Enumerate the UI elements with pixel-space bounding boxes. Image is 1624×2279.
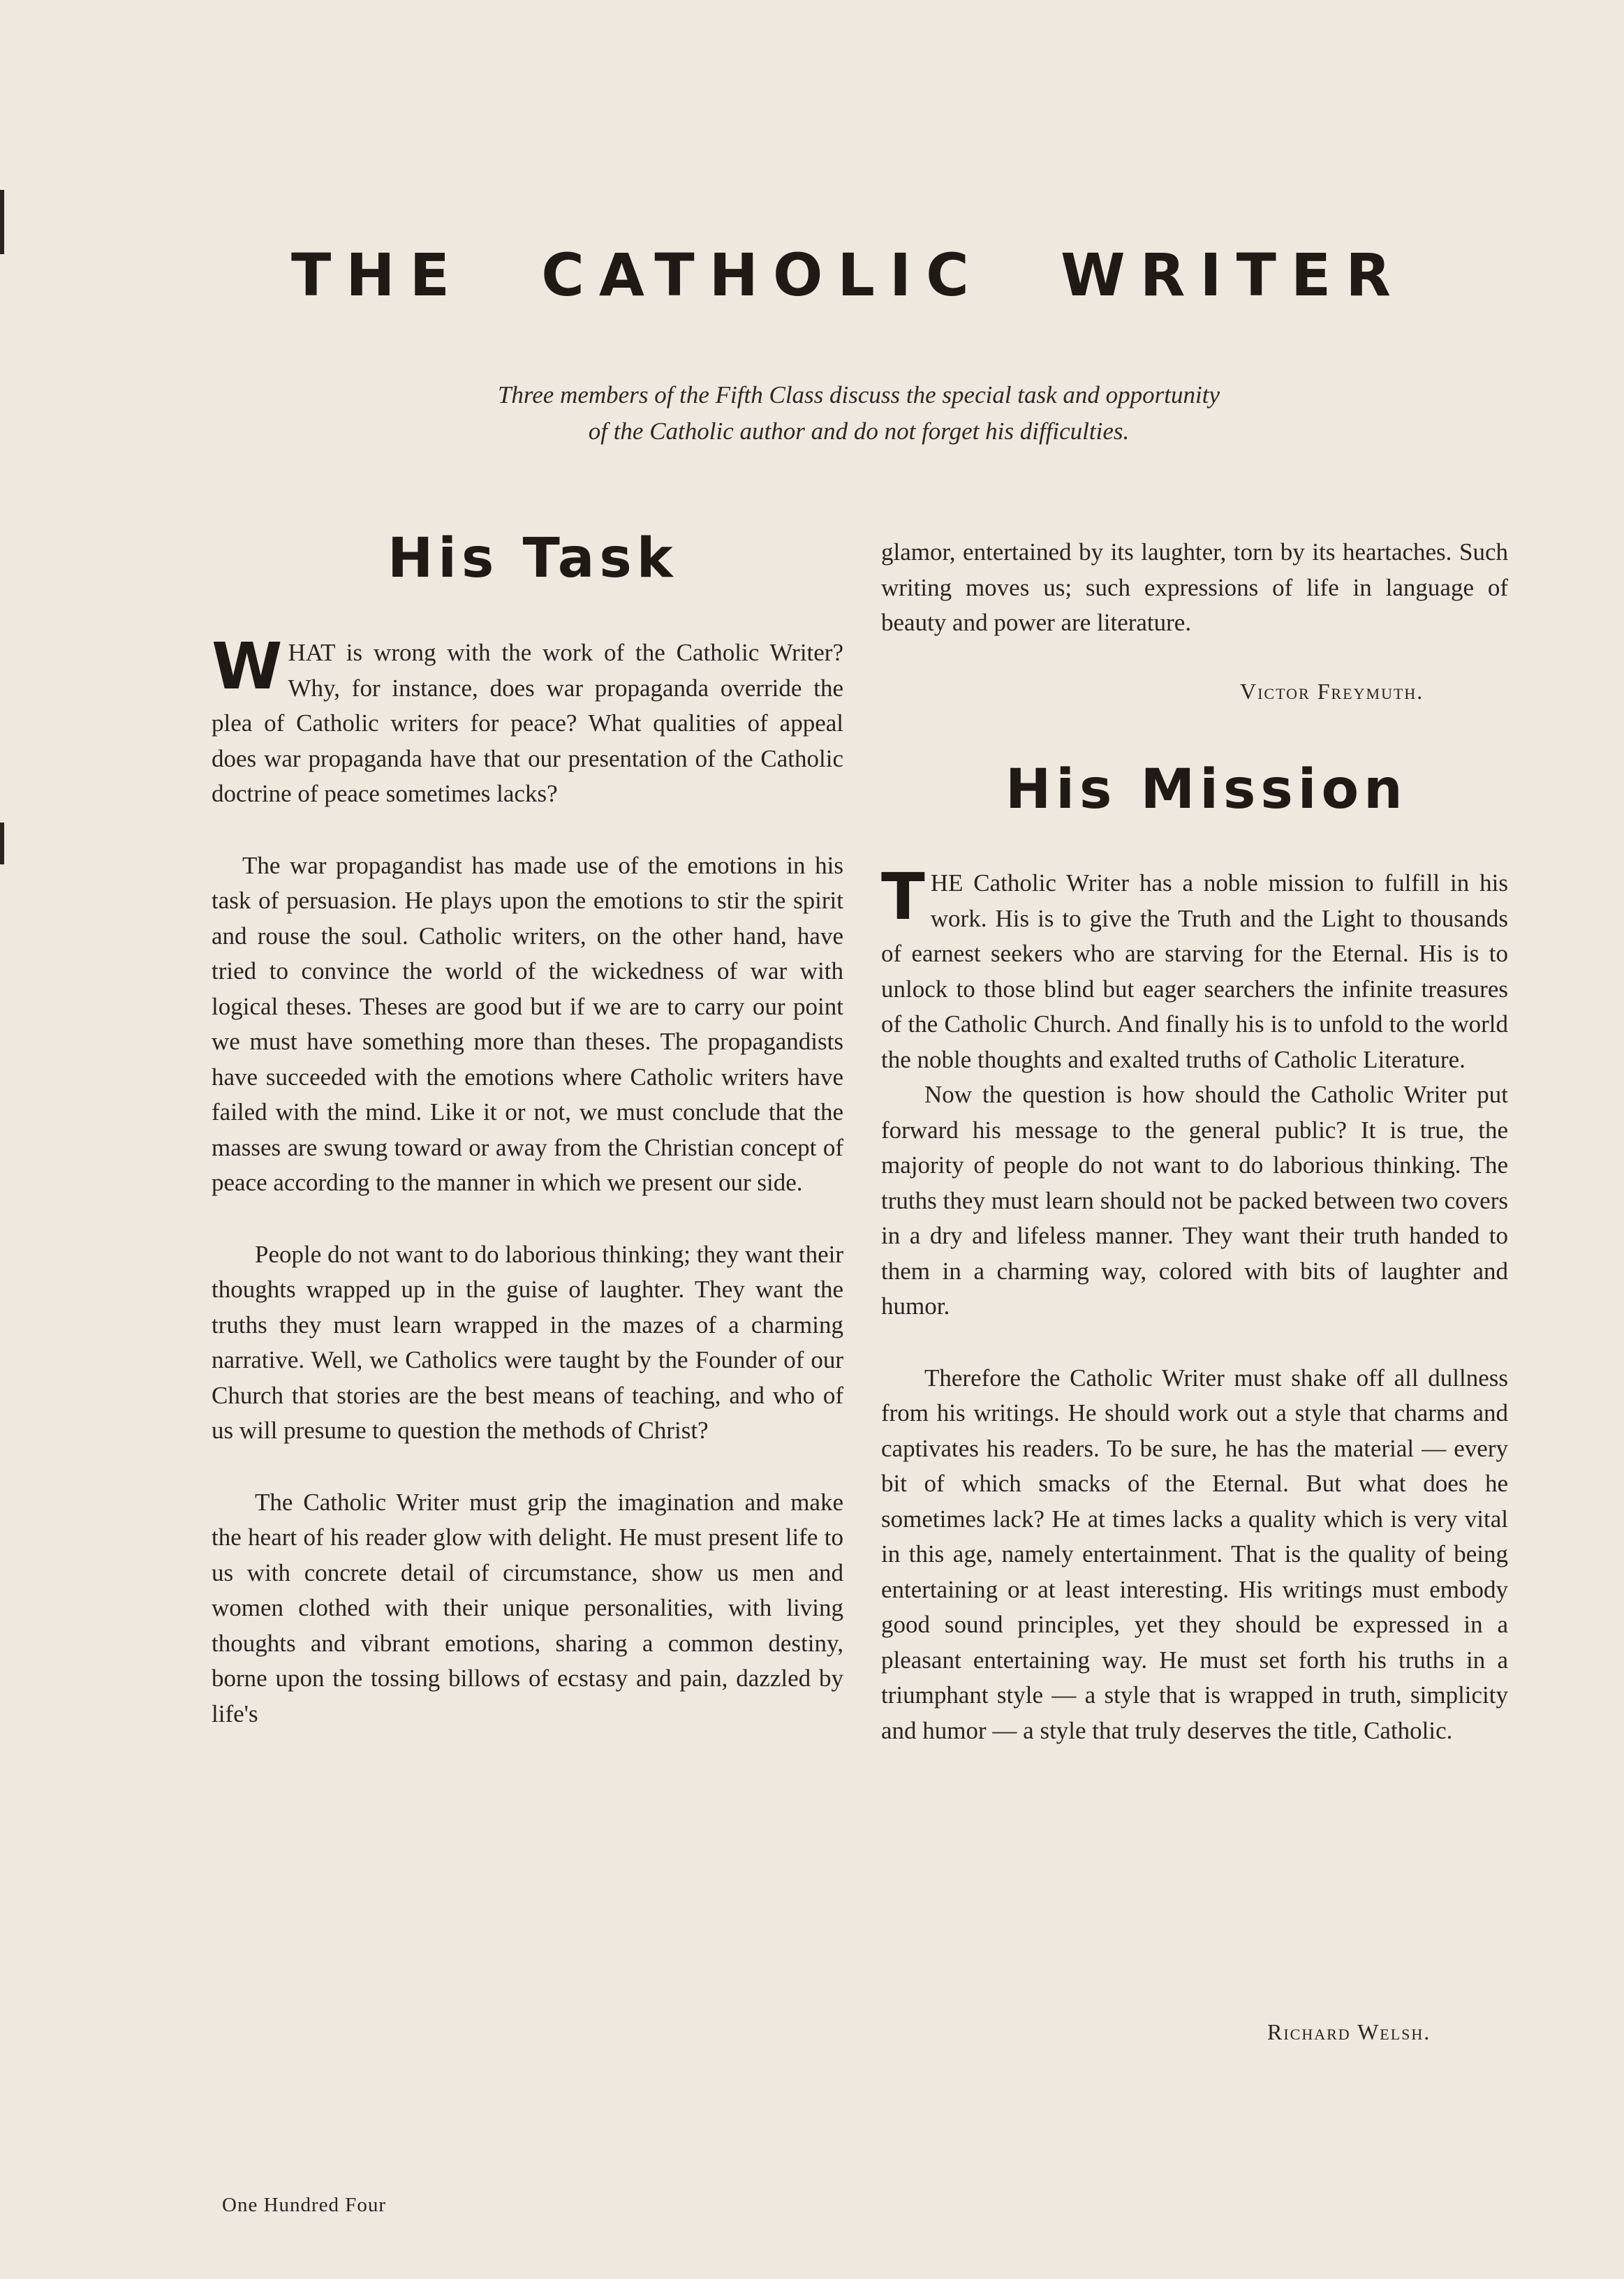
author-signature: Victor Freymuth. [1240,679,1424,704]
right-column [881,860,1508,1748]
section-heading-his-task: His Task [387,527,678,590]
paragraph [212,629,843,812]
subtitle-line: Three members of the Fifth Class discuss the special task and opportunity [497,381,1220,408]
paragraph: People do not want to do laborious thinking; they want their thoughts wrapped up in the guise of laughter. They want the truths they must learn wrapped in the mazes of a charming narrative. Well, we Catholics were taught by the Founder of our Church that stories are the best means of teaching, and who of us will presume to question the methods of Christ? [212,1240,843,1444]
author-signature: Richard Welsh. [1267,2019,1431,2044]
paragraph-text: HAT is wrong with the work of the Catholic Writer? Why, for instance, does war propaganda override the plea of Catholic writers for peace? What qualities of appeal does war propaganda have that our presentation of the Catholic doctrine of peace sometimes lacks? [212,639,843,807]
page-edge-mark [0,190,4,254]
paragraph: The war propagandist has made use of the emotions in his task of persuasion. He plays upon the emotions to stir the spirit and rouse the soul. Catholic writers, on the other hand, have tried to convince the world of the wickedness of war with logical theses. Theses are good but if we are to carry our point we must have something more than theses. The propagandists have succeeded with the emotions where Catholic writers have failed with the mind. Like it or not, we must conclude that the masses are swung toward or away from the Christian concept of peace according to the manner in which we present our side. [212,851,843,1196]
right-column-continuation [881,535,1508,641]
subtitle-line: of the Catholic author and do not forget his difficulties. [588,418,1130,445]
left-column [212,629,843,1732]
paragraph: glamor, entertained by its laughter, torn by its heartaches. Such writing moves us; such expressions of life in language of beauty and power are literature. [881,538,1508,636]
page-edge-mark [0,823,4,864]
drop-cap: T [881,860,925,934]
paragraph: The Catholic Writer must grip the imagination and make the heart of his reader glow with delight. He must present life to us with concrete detail of circumstance, show us men and women clothed with their unique personalities, with living thoughts and vibrant emotions, sharing a common destiny, borne upon the tossing billows of ecstasy and pain, dazzled by life's [212,1488,843,1727]
page-number-footer: One Hundred Four [222,2194,387,2216]
section-heading-his-mission: His Mission [1005,758,1408,821]
paragraph [881,860,1508,1077]
page-title: THE CATHOLIC WRITER [291,241,1405,309]
paragraph: Therefore the Catholic Writer must shake off all dullness from his writings. He should work out a style that charms and captivates his readers. To be sure, he has the material — every bit of which smacks of the Eternal. But what does he sometimes lack? He at times lacks a quality which is very vital in this age, namely entertainment. That is the quality of being entertaining or at least interesting. His writings must embody good sound principles, yet they should be expressed in a pleasant entertaining way. He must set forth his truths in a triumphant style — a style that is wrapped in truth, simplicity and humor — a style that truly deserves the title, Catholic. [881,1364,1508,1744]
subtitle [363,377,1354,450]
paragraph-text: HE Catholic Writer has a noble mission to fulfill in his work. His is to give the Truth and the Light to thousands of earnest seekers who are starving for the Eternal. His is to unlock to those blind but eager searchers the infinite treasures of the Catholic Church. And finally his is to unfold to the world the noble thoughts and exalted truths of Catholic Literature. [881,869,1508,1073]
drop-cap: W [212,629,283,704]
paragraph: Now the question is how should the Catholic Writer put forward his message to the general public? It is true, the majority of people do not want to do laborious thinking. The truths they must learn should not be packed between two covers in a dry and lifeless manner. They want their truth handed to them in a charming way, colored with bits of laughter and humor. [881,1081,1508,1320]
